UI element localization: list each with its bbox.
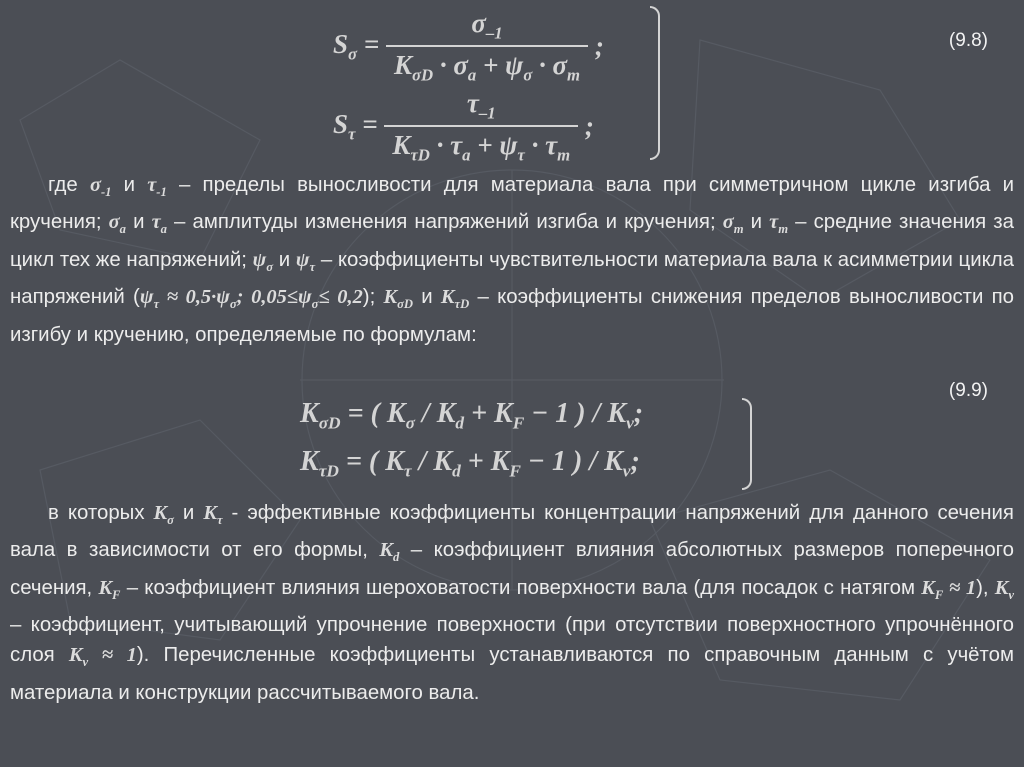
s-tau-fraction [384, 88, 578, 166]
equation-number-9-9: (9.9) [948, 380, 988, 401]
s-sigma-lhs: $S_\sigma$ = [333, 29, 380, 64]
paragraph-definitions-1: где $\sigma_{-1}$ и $\tau_{-1}$ – пределы выносливости для материала вала при симметричном цикле изгиба и кручения; $\sigma_a$ и $\tau_a$ – амплитуды изменения напряжений изгиба и кручения; $\sigma_m$ и $\tau_m$ – средние значения за цикл тех же напряжений; $\psi_\sigma$ и $\psi_\tau$ – коэффициенты чувствительности материала вала к асимметрии цикла напряжений ($\psi_\tau \approx 0,5\cdot\psi_\sigma$; $0,05\le\psi_\sigma\le 0,2$); $K_{\sigma D}$ и $K_{\tau D}$ – коэффициенты снижения пределов выносливости по изгибу и кручению, определяемые по формулам: [10, 174, 1015, 346]
s-sigma-numerator: $\sigma_{-1}$ [471, 8, 503, 43]
s-sigma-denominator: $K_{\sigma D} \cdot \sigma_a + \psi_\sigma \cdot \sigma_m$ [386, 45, 588, 85]
equation-number-9-8: (9.8) [948, 30, 988, 51]
system-brace-9-9 [742, 398, 752, 490]
s-tau-denominator: $K_{\tau D} \cdot \tau_a + \psi_\tau \cdot \tau_m$ [384, 125, 578, 165]
s-sigma-fraction [386, 8, 588, 86]
formula-s-tau: $S_\tau$ = $\frac{\tau_{-1}}{K_{\tau D} \cdot \tau_a + \psi_\tau \cdot \tau_m}$ ; [333, 88, 594, 165]
formula-k-tau-d: $K_{\tau D}$ = ( $K_\tau / K_d + K_F - 1$ ) / $K_v$; [300, 446, 640, 481]
formula-s-sigma: $S_\sigma$ = $\frac{\sigma_{-1}}{K_{\sigma D} \cdot \sigma_a + \psi_\sigma \cdot \sigma_m}$ ; [333, 8, 604, 85]
system-brace-9-8 [650, 6, 660, 160]
formula-k-sigma-d: $K_{\sigma D}$ = ( $K_\sigma / K_d + K_F - 1$ ) / $K_v$; [300, 398, 644, 433]
paragraph-definitions-2: в которых $K_\sigma$ и $K_\tau$ - эффективные коэффициенты концентрации напряжений для данного сечения вала в зависимости от его формы, $K_d$ – коэффициент влияния абсолютных размеров поперечного сечения, $K_F$ – коэффициент влияния шероховатости поверхности вала (для посадок с натягом $K_F \approx 1$), $K_v$ – коэффициент, учитывающий упрочнение поверхности (при отсутствии поверхностного упрочнённого слоя $K_v \approx 1$). Перечисленные коэффициенты устанавливаются по справочным данным с учётом материала и конструкции рассчитываемого вала. [10, 502, 1015, 704]
s-tau-numerator: $\tau_{-1}$ [466, 88, 496, 123]
s-tau-lhs: $S_\tau$ = [333, 109, 378, 144]
